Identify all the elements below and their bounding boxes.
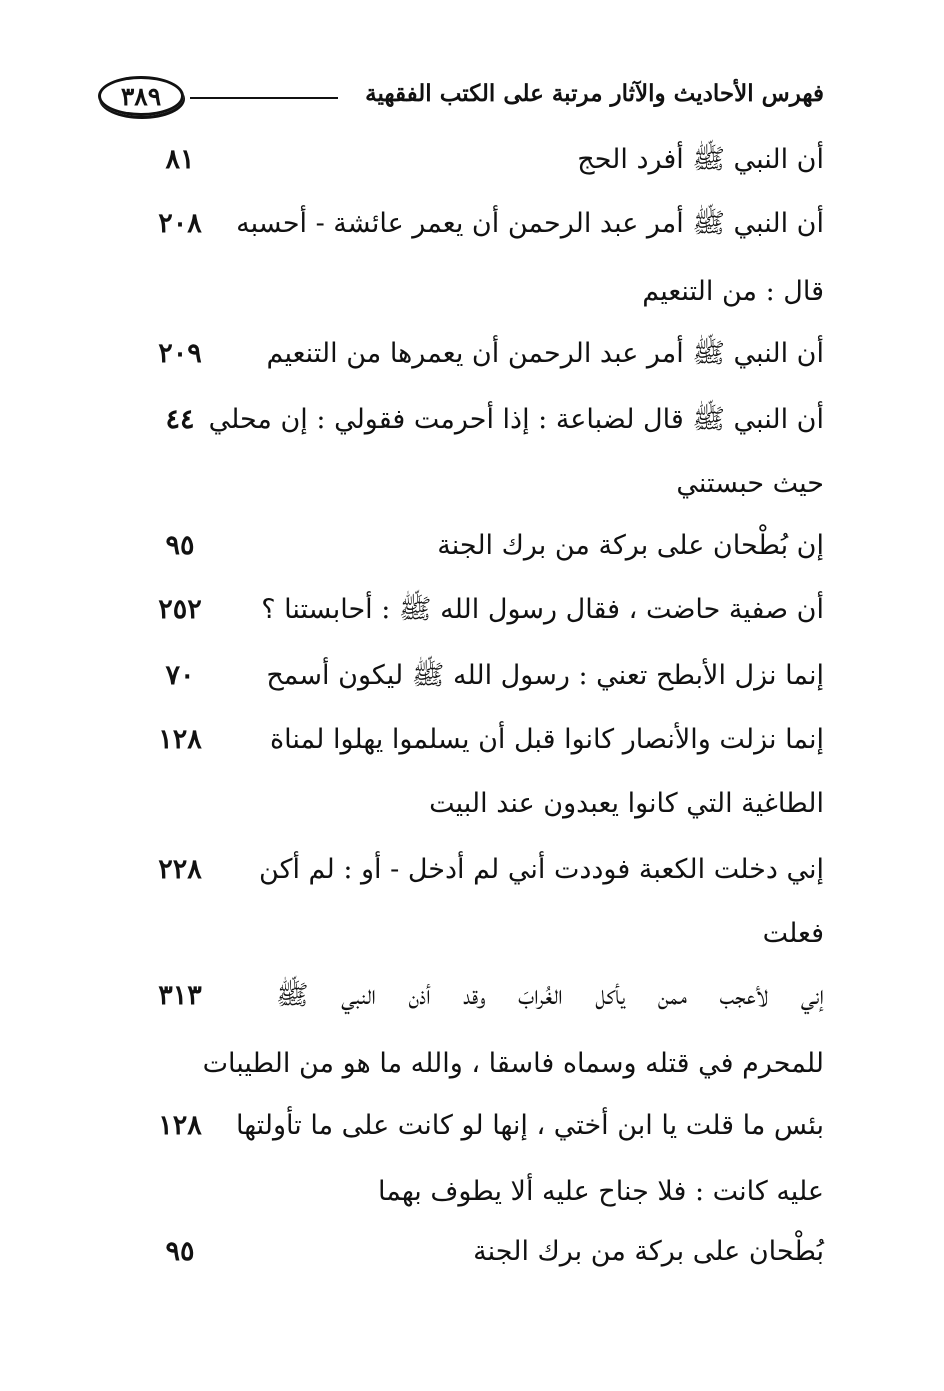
entry-page-number: ٢٠٨ — [158, 208, 202, 239]
index-entry — [140, 710, 824, 770]
index-entry — [140, 130, 824, 190]
index-entry — [140, 966, 824, 1026]
index-entry — [140, 646, 824, 706]
index-entry — [140, 390, 824, 450]
index-entry — [140, 1222, 824, 1282]
entry-text: أن النبي ﷺ أمر عبد الرحمن أن يعمر عائشة - أحسبه — [236, 208, 824, 239]
entry-text: عليه كانت : فلا جناح عليه ألا يطوف بهما — [377, 1176, 824, 1207]
entry-page-number: ٣١٣ — [158, 980, 202, 1011]
entry-page-number: ٢٢٨ — [158, 854, 202, 885]
entry-text: قال : من التنعيم — [642, 276, 824, 307]
entry-continuation — [140, 774, 824, 834]
entry-continuation — [140, 1162, 824, 1222]
header-rule — [190, 97, 338, 99]
entry-text: أن النبي ﷺ أفرد الحج — [577, 144, 824, 175]
page-number: ٣٨٩ — [120, 81, 162, 111]
entry-text: إنما نزل الأبطح تعني : رسول الله ﷺ ليكون أسمح — [266, 660, 824, 691]
entry-page-number: ٧٠ — [165, 660, 195, 691]
entry-text: إني دخلت الكعبة فوددت أني لم أدخل - أو : لم أكن — [259, 854, 824, 885]
entry-page-number: ١٢٨ — [158, 724, 202, 755]
entry-continuation — [140, 262, 824, 322]
entry-text: إنما نزلت والأنصار كانوا قبل أن يسلموا يهلوا لمناة — [270, 724, 824, 755]
entry-text: أن النبي ﷺ قال لضباعة : إذا أحرمت فقولي : إن محلي — [208, 404, 824, 435]
entry-continuation — [140, 904, 824, 964]
page-number-badge — [98, 76, 184, 116]
entry-text: أن النبي ﷺ أمر عبد الرحمن أن يعمرها من التنعيم — [266, 338, 824, 369]
entry-continuation — [140, 1034, 824, 1094]
entry-text: بئس ما قلت يا ابن أختي ، إنها لو كانت على ما تأولتها — [235, 1110, 824, 1141]
entry-page-number: ١٢٨ — [158, 1110, 202, 1141]
entry-page-number: ٢٥٢ — [158, 594, 202, 625]
entry-text: إني لأعجب ممن يأكل الغُرابَ وقد أذن النبي ﷺ — [276, 980, 824, 1011]
index-entry — [140, 324, 824, 384]
header-title: فهرس الأحاديث والآثار مرتبة على الكتب الفقهية — [365, 80, 824, 107]
index-entry — [140, 1096, 824, 1156]
entry-page-number: ٩٥ — [165, 1236, 195, 1267]
entry-page-number: ٩٥ — [165, 530, 195, 561]
entry-text: أن صفية حاضت ، فقال رسول الله ﷺ : أحابستنا ؟ — [261, 594, 824, 625]
entry-page-number: ٤٤ — [165, 404, 195, 435]
entry-text: حيث حبستني — [676, 468, 824, 499]
index-entry — [140, 840, 824, 900]
index-entry — [140, 516, 824, 576]
entry-text: إن بُطْحان على بركة من برك الجنة — [437, 530, 824, 561]
running-header — [98, 74, 824, 122]
entry-continuation — [140, 454, 824, 514]
entry-text: الطاغية التي كانوا يعبدون عند البيت — [429, 788, 824, 819]
index-entry — [140, 580, 824, 640]
entry-page-number: ٨١ — [165, 144, 195, 175]
entry-text: فعلت — [762, 918, 824, 949]
index-entry — [140, 194, 824, 254]
entry-text: بُطْحان على بركة من برك الجنة — [473, 1236, 824, 1267]
entry-page-number: ٢٠٩ — [158, 338, 202, 369]
entry-text: للمحرم في قتله وسماه فاسقا ، والله ما هو من الطيبات — [202, 1048, 824, 1079]
